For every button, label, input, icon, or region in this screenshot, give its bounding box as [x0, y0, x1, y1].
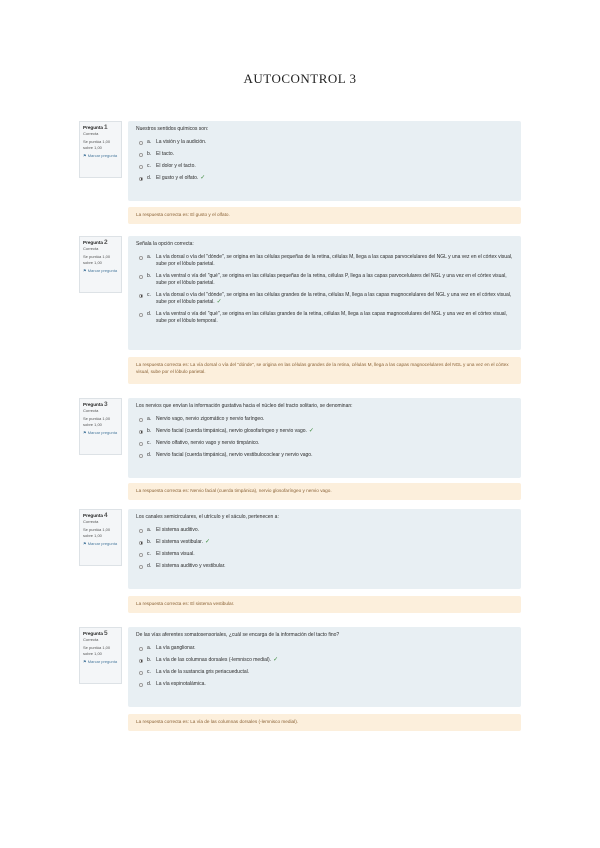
option-text: La vía ventral o vía del "qué", se origina en las células pequeñas de la retina, células P, llega a las capas parvocelulares del NGL y una vez en el córtex visual, sube por el lóbulo parietal. [156, 273, 507, 286]
question-number: Pregunta 2 [83, 239, 108, 246]
question-info [79, 509, 122, 566]
check-icon: ✓ [308, 428, 314, 434]
option-letter: d. [147, 452, 152, 458]
answer-option[interactable] [136, 292, 514, 306]
question-content [128, 627, 521, 707]
flag-question-link[interactable]: ⚑ Marcar pregunta [83, 540, 118, 546]
radio-button[interactable] [139, 529, 143, 533]
option-text: La vía ventral o vía del "qué", se origina en las células grandes de la retina, células M, llega a las capas magnocelulares del NGL y una vez en el córtex visual, sube por el lóbulo temporal. [156, 311, 508, 324]
option-text: La visión y la audición. [156, 139, 207, 145]
radio-button[interactable] [139, 165, 143, 169]
radio-button[interactable] [139, 418, 143, 422]
question-content [128, 121, 521, 201]
option-letter: d. [147, 311, 152, 317]
answer-option[interactable] [136, 539, 514, 546]
answer-option[interactable] [136, 657, 514, 664]
option-letter: a. [147, 645, 152, 651]
option-letter: c. [147, 292, 151, 298]
question-number: Pregunta 5 [83, 630, 108, 637]
check-icon: ✓ [204, 539, 210, 545]
answer-option[interactable] [136, 452, 514, 459]
answer-option[interactable] [136, 551, 514, 558]
question-score: Se puntúa 1,00 sobre 1,00 [83, 527, 111, 538]
answer-option[interactable] [136, 440, 514, 447]
flag-icon: ⚑ [83, 540, 87, 546]
radio-button[interactable] [139, 153, 143, 157]
question-number: Pregunta 4 [83, 512, 108, 519]
question-content [128, 509, 521, 589]
question-text: De las vías aferentes somatosensoriales, ¿cuál se encarga de la información del tacto fino? [136, 632, 340, 638]
radio-button[interactable] [139, 683, 143, 687]
radio-button[interactable] [139, 177, 143, 181]
question-score: Se puntúa 1,00 sobre 1,00 [83, 139, 111, 150]
answer-options [136, 254, 514, 325]
page-title: AUTOCONTROL 3 [243, 71, 357, 86]
question-info [79, 236, 122, 293]
radio-button[interactable] [139, 671, 143, 675]
flag-icon: ⚑ [83, 152, 87, 158]
check-icon: ✓ [273, 657, 279, 663]
option-letter: b. [147, 151, 152, 157]
radio-button[interactable] [139, 659, 143, 663]
radio-button[interactable] [139, 553, 143, 557]
flag-icon: ⚑ [83, 658, 87, 664]
option-text: Nervio facial (cuerda timpánica), nervio glosofaríngeo y nervio vago. ✓ [156, 428, 314, 434]
radio-button[interactable] [139, 141, 143, 145]
option-text: El gusto y el olfato. ✓ [156, 175, 206, 181]
option-text: La vía de las columnas dorsales (-lemnisco medial). ✓ [156, 657, 279, 663]
question-info [79, 398, 122, 455]
option-letter: d. [147, 681, 152, 687]
option-letter: b. [147, 273, 152, 279]
answer-option[interactable] [136, 416, 514, 423]
answer-option[interactable] [136, 527, 514, 534]
option-letter: c. [147, 669, 151, 675]
question-info [79, 627, 122, 684]
option-text: El sistema auditivo. [156, 527, 200, 533]
option-letter: d. [147, 563, 152, 569]
option-text: El sistema visual. [156, 551, 195, 557]
question-content [128, 236, 521, 350]
answer-options [136, 139, 514, 182]
correct-answer-feedback: La respuesta correcta es: La vía dorsal o vía del "dónde", se origina en las células grandes de la retina, células M, llega a las capas magnocelulares del NGL y una vez en el córtex visual, sube por el lóbulo parietal. [128, 357, 521, 384]
option-text: El sistema auditivo y vestibular. [156, 563, 226, 569]
radio-button[interactable] [139, 647, 143, 651]
flag-question-link[interactable]: ⚑ Marcar pregunta [83, 267, 118, 273]
check-icon: ✓ [200, 175, 206, 181]
flag-question-link[interactable]: ⚑ Marcar pregunta [83, 152, 118, 158]
radio-button[interactable] [139, 313, 143, 317]
question-text: Los canales semicirculares, el utrículo y el sáculo, pertenecen a: [136, 514, 279, 520]
question-score: Se puntúa 1,00 sobre 1,00 [83, 254, 111, 265]
question-status: Correcta [83, 246, 99, 252]
answer-option[interactable] [136, 563, 514, 570]
option-letter: b. [147, 539, 152, 545]
option-text: La vía dorsal o vía del "dónde", se origina en las células grandes de la retina, células M, llega a las capas magnocelulares del NGL y una vez en el córtex visual, sube por el lóbulo parietal. ✓ [156, 292, 512, 305]
question-status: Correcta [83, 408, 99, 414]
question-text: Nuestros sentidos químicos son: [136, 126, 209, 132]
question-info [79, 121, 122, 178]
flag-icon: ⚑ [83, 429, 87, 435]
question-text: Los nervios que envían la información gustativa hacia el núcleo del tracto solitario, se denominan: [136, 403, 353, 409]
radio-button[interactable] [139, 275, 143, 279]
question-score: Se puntúa 1,00 sobre 1,00 [83, 645, 111, 656]
answer-option[interactable] [136, 273, 514, 287]
correct-answer-feedback: La respuesta correcta es: El gusto y el olfato. [128, 207, 521, 224]
option-text: La vía espinotalámica. [156, 681, 206, 687]
check-icon: ✓ [216, 299, 222, 305]
option-text: Nervio facial (cuerda timpánica), nervio vestibulococlear y nervio vago. [156, 452, 313, 458]
answer-option[interactable] [136, 645, 514, 652]
option-letter: a. [147, 527, 152, 533]
option-letter: d. [147, 175, 152, 181]
answer-option[interactable] [136, 669, 514, 676]
answer-options [136, 645, 514, 688]
question-number: Pregunta 3 [83, 401, 108, 408]
option-letter: c. [147, 440, 151, 446]
option-letter: a. [147, 139, 152, 145]
radio-button[interactable] [139, 442, 143, 446]
question-status: Correcta [83, 131, 99, 137]
question-text: Señala la opción correcta: [136, 241, 194, 247]
answer-option[interactable] [136, 175, 514, 182]
radio-button[interactable] [139, 541, 143, 545]
radio-button[interactable] [139, 454, 143, 458]
flag-question-link[interactable]: ⚑ Marcar pregunta [83, 658, 118, 664]
question-content [128, 398, 521, 478]
radio-button[interactable] [139, 565, 143, 569]
option-text: La vía ganglionar. [156, 645, 196, 651]
question-score: Se puntúa 1,00 sobre 1,00 [83, 416, 111, 427]
option-letter: c. [147, 163, 151, 169]
answer-option[interactable] [136, 139, 514, 146]
answer-option[interactable] [136, 428, 514, 435]
answer-option[interactable] [136, 163, 514, 170]
question-number: Pregunta 1 [83, 124, 108, 131]
option-letter: c. [147, 551, 151, 557]
option-letter: b. [147, 428, 152, 434]
option-text: La vía dorsal o vía del "dónde", se origina en las células pequeñas de la retina, células M, llega a las capas parvocelulares del NGL y una vez en el córtex visual, sube por el lóbulo parietal. [156, 254, 513, 267]
flag-question-link[interactable]: ⚑ Marcar pregunta [83, 429, 118, 435]
flag-icon: ⚑ [83, 267, 87, 273]
option-letter: b. [147, 657, 152, 663]
option-text: El dolor y el tacto. [156, 163, 196, 169]
option-text: La vía de la sustancia gris periacueductal. [156, 669, 250, 675]
option-letter: a. [147, 254, 152, 260]
answer-option[interactable] [136, 681, 514, 688]
answer-option[interactable] [136, 311, 514, 325]
option-text: Nervio vago, nervio zigomático y nervio faríngeo. [156, 416, 265, 422]
answer-options [136, 527, 514, 570]
option-text: El sistema vestibular. ✓ [156, 539, 210, 545]
correct-answer-feedback: La respuesta correcta es: El sistema vestibular. [128, 596, 521, 613]
option-letter: a. [147, 416, 152, 422]
answer-options [136, 416, 514, 459]
option-text: Nervio olfativo, nervio vago y nervio timpánico. [156, 440, 260, 446]
answer-option[interactable] [136, 151, 514, 158]
answer-option[interactable] [136, 254, 514, 268]
radio-button[interactable] [139, 294, 143, 298]
correct-answer-feedback: La respuesta correcta es: La vía de las columnas dorsales (-lemnisco medial). [128, 714, 521, 731]
question-status: Correcta [83, 637, 99, 643]
option-text: El tacto. [156, 151, 175, 157]
question-status: Correcta [83, 519, 99, 525]
radio-button[interactable] [139, 430, 143, 434]
radio-button[interactable] [139, 256, 143, 260]
correct-answer-feedback: La respuesta correcta es: Nervio facial (cuerda timpánica), nervio glosofaríngeo y nervio vago. [128, 483, 521, 500]
